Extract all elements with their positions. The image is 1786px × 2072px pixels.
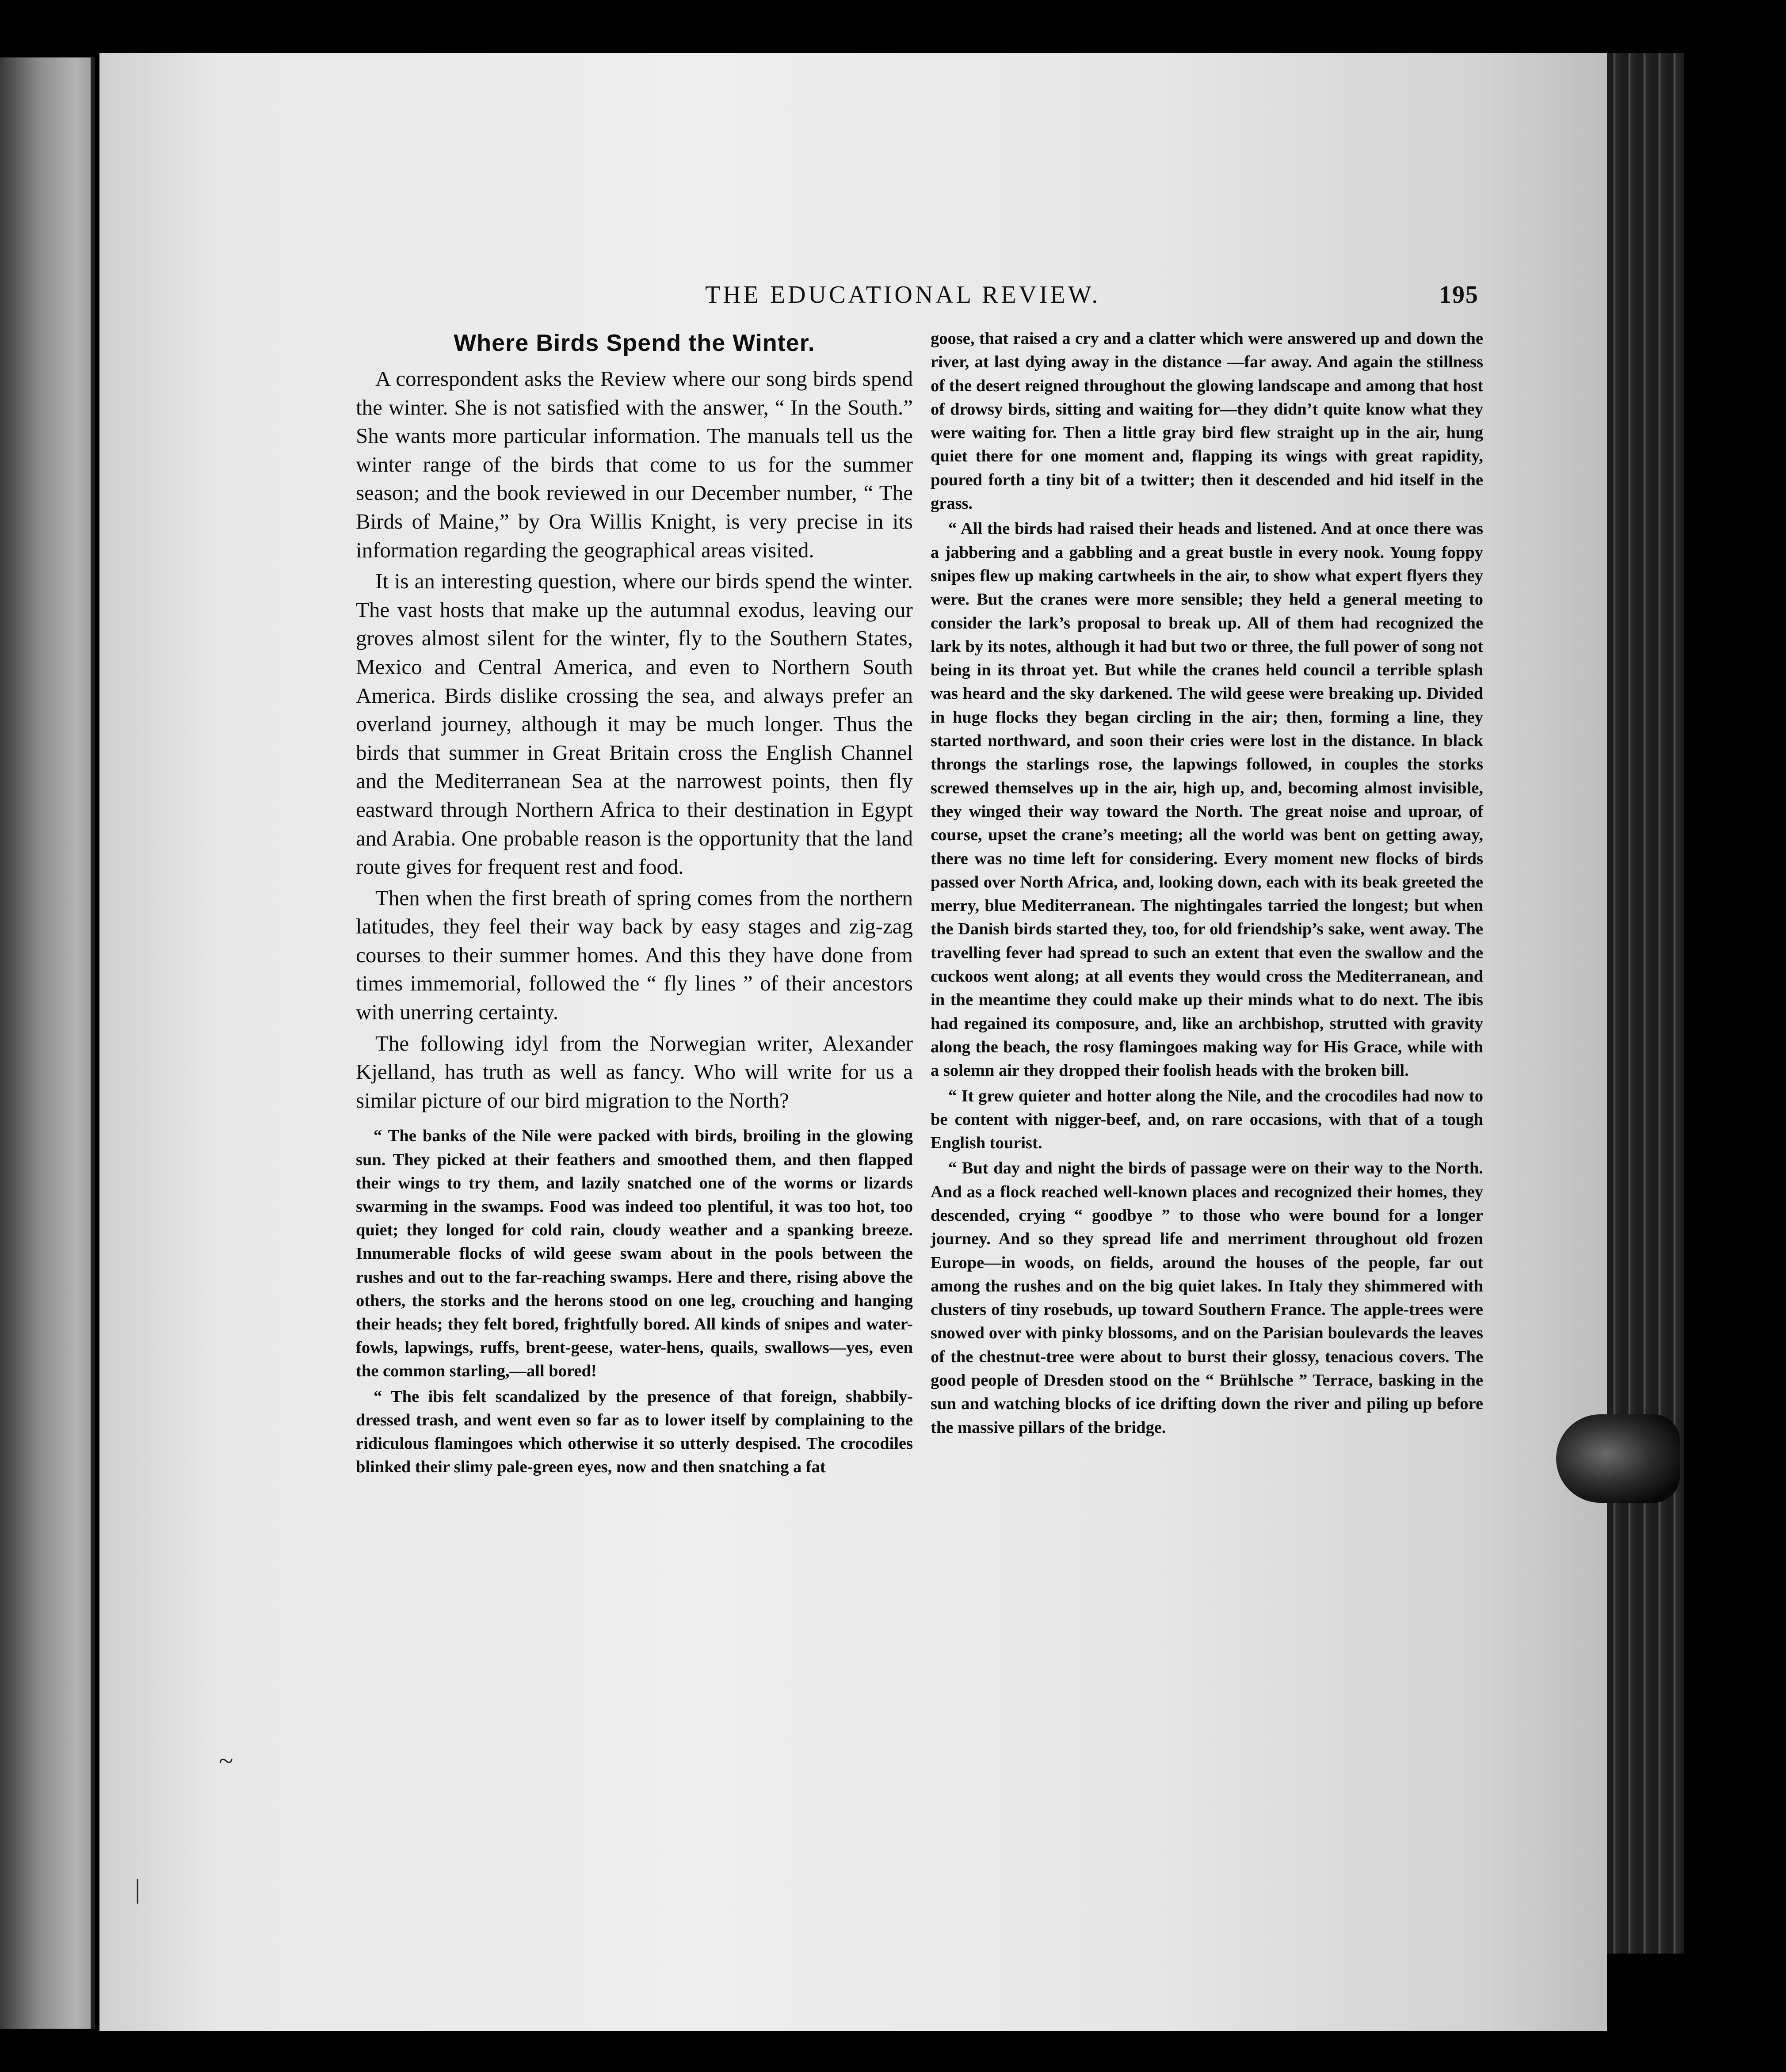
right-column [931, 327, 1483, 1441]
running-header [705, 276, 1607, 316]
article-headline: Where Birds Spend the Winter. [454, 330, 815, 356]
scanned-page [99, 53, 1607, 2031]
facing-page-gutter [91, 57, 95, 2029]
body-paragraph: Then when the first breath of spring comes from the northern latitudes, they feel their way back by easy stages and zig-zag courses to their summer homes. And this they have done from times immemorial, followed the “ fly lines ” of their ancestors with unerring certainty. [356, 885, 913, 1025]
page-number: 195 [1439, 281, 1479, 309]
margin-pencil-mark: ~ [219, 1746, 233, 1775]
quote-paragraph: “ The banks of the Nile were packed with birds, broiling in the glowing sun. They picked at their feathers and smoothed them, and then flapped their wings to try them, and lazily snatched one of the worms or lizards swarming in the swamps. Food was indeed too plentiful, it was too hot, too quiet; they longed for cold rain, cloudy weather and a spanking breeze. Innumerable flocks of wild geese swam about in the pools between the rushes and out to the far-reaching swamps. Here and there, rising above the others, the storks and the herons stood on one leg, crouching and hanging their heads; they felt bored, frightfully bored. All kinds of snipes and water-fowls, lapwings, ruffs, brent-geese, water-hens, quails, swallows—yes, even the common starling,—all bored! [356, 1127, 913, 1381]
book-page-edges [1607, 53, 1684, 1954]
quote-paragraph: goose, that raised a cry and a clatter which were answered up and down the river, at last dying away in the distance —far away. And again the stillness of the desert reigned throughout the glowing landscape and among that host of drowsy birds, sitting and waiting for—they didn’t quite know what they were waiting for. Then a little gray bird flew straight up in the air, hung quiet there for one moment and, flapping its wings with great rapidity, poured forth a tiny bit of a twitter; then it descended and hid itself in the grass. [931, 329, 1483, 513]
body-paragraph: The following idyl from the Norwegian writer, Alexander Kjelland, has truth as well as fancy. Who will write for us a similar picture of our bird migration to the North? [356, 1031, 913, 1112]
body-paragraph: A correspondent asks the Review where our song birds spend the winter. She is not satisfied with the answer, “ In the South.” She wants more particular information. The manuals tell us the winter range of the birds that come to us for the summer season; and the book reviewed in our December number, “ The Birds of Maine,” by Ora Willis Knight, is very precise in its information regarding the geographical areas visited. [356, 366, 913, 562]
page-clip-shadow [1556, 1414, 1680, 1503]
body-paragraph: It is an interesting question, where our birds spend the winter. The vast hosts that make up the autumnal exodus, leaving our groves almost silent for the winter, fly to the Southern States, Mexico and Central America, and even to Northern South America. Birds dislike crossing the sea, and always prefer an overland journey, although it may be much longer. Thus the birds that summer in Great Britain cross the English Channel and the Mediterranean Sea at the narrowest points, then fly eastward through Northern Africa to their destination in Egypt and Arabia. One probable reason is the opportunity that the land route gives for frequent rest and food. [356, 569, 913, 879]
quote-paragraph: “ It grew quieter and hotter along the Nile, and the crocodiles had now to be content with nigger-beef, and, on rare occasions, with that of a tough English tourist. [931, 1086, 1483, 1153]
left-column [356, 329, 913, 1481]
journal-title: THE EDUCATIONAL REVIEW. [705, 281, 1101, 309]
facing-page-edge [0, 57, 95, 2029]
quote-paragraph: “ All the birds had raised their heads and listened. And at once there was a jabbering and a gabbling and a great bustle in every nook. Young foppy snipes flew up making cartwheels in the air, to show what expert flyers they were. But the cranes were more sensible; they held a general meeting to consider the lark’s proposal to break up. All of them had recognized the lark by its notes, although it had but two or three, the full power of song not being in its throat yet. But while the cranes held council a terrible splash was heard and the sky darkened. The wild geese were breaking up. Divided in huge flocks they began circling in the air; then, forming a line, they started northward, and soon their cries were lost in the distance. In black throngs the starlings rose, the lapwings followed, in couples the storks screwed themselves up in the air, high up, and, becoming almost invisible, they winged their way toward the North. The great noise and uproar, of course, upset the crane’s meeting; all the world was bent on getting away, there was no time left for considering. Every moment new flocks of birds passed over North Africa, and, looking down, each with its beak greeted the merry, blue Mediterranean. The nightingales tarried the longest; but when the Danish birds started they, too, for old friendship’s sake, went away. The travelling fever had spread to such an extent that even the swallow and the cuckoos went along; at all events they would cross the Mediterranean, and in the meantime they could make up their minds what to do next. The ibis had regained its composure, and, like an archbishop, strutted with gravity along the beach, the rosy flamingoes making way for His Grace, while with a solemn air they dropped their foolish heads with the broken bill. [931, 519, 1483, 1080]
quote-paragraph: “ The ibis felt scandalized by the presence of that foreign, shabbily-dressed trash, and went even so far as to lower itself by complaining to the ridiculous flamingoes which otherwise it so utterly despised. The crocodiles blinked their slimy pale-green eyes, now and then snatching a fat [356, 1387, 913, 1477]
margin-pencil-mark: | [135, 1874, 141, 1904]
quote-paragraph: “ But day and night the birds of passage were on their way to the North. And as a flock reached well-known places and recognized their homes, they descended, crying “ goodbye ” to those who were bound for a longer journey. And so they spread life and merriment throughout old frozen Europe—in woods, on fields, around the houses of the people, far out among the rushes and on the big quiet lakes. In Italy they shimmered with clusters of tiny rosebuds, up toward Southern France. The apple-trees were snowed over with pinky blossoms, and on the Parisian boulevards the leaves of the chestnut-tree were about to burst their glossy, tenacious covers. The good people of Dresden stood on the “ Brühlsche ” Terrace, basking in the sun and watching blocks of ice drifting down the river and piling up before the massive pillars of the bridge. [931, 1159, 1483, 1437]
